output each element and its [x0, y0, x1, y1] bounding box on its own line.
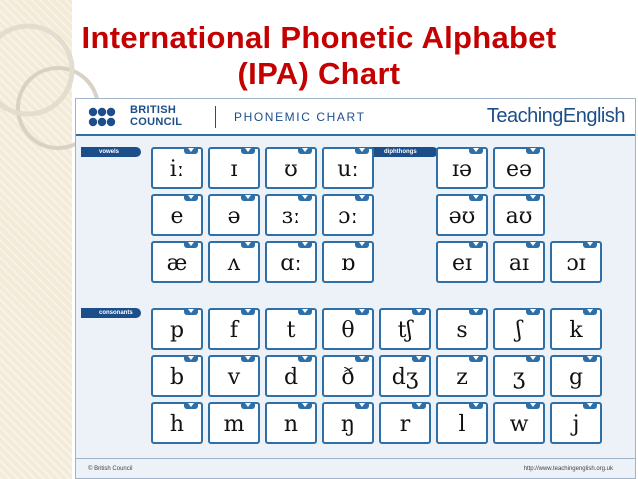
- vowel-tile[interactable]: [208, 194, 260, 236]
- consonant-tile[interactable]: [208, 355, 260, 397]
- consonant-symbol: g: [568, 364, 584, 390]
- dropdown-arrow-icon[interactable]: [298, 402, 312, 409]
- dropdown-arrow-icon[interactable]: [241, 147, 255, 154]
- vowel-tile[interactable]: [322, 194, 374, 236]
- british-council-logo-icon: [88, 107, 124, 127]
- consonant-symbol: θ: [341, 317, 355, 343]
- section-label-diphthongs: diphthongs: [366, 147, 438, 157]
- british-council-wordmark: [130, 105, 182, 128]
- dropdown-arrow-icon[interactable]: [184, 241, 198, 248]
- consonant-symbol: ʒ: [512, 364, 526, 390]
- vowel-symbol: ɜː: [281, 203, 301, 229]
- dropdown-arrow-icon[interactable]: [298, 355, 312, 362]
- dropdown-arrow-icon[interactable]: [298, 241, 312, 248]
- consonant-symbol: j: [572, 411, 580, 437]
- consonant-tile[interactable]: [550, 355, 602, 397]
- consonant-tile[interactable]: [436, 308, 488, 350]
- dropdown-arrow-icon[interactable]: [526, 241, 540, 248]
- vowel-tile[interactable]: [265, 241, 317, 283]
- consonant-symbol: ð: [341, 364, 355, 390]
- section-label-consonants: consonants: [81, 308, 141, 318]
- consonant-tile[interactable]: [265, 308, 317, 350]
- dropdown-arrow-icon[interactable]: [355, 402, 369, 409]
- consonant-tile[interactable]: [322, 402, 374, 444]
- slide-title: [0, 20, 638, 92]
- slide-title-line2: (IPA) Chart: [237, 56, 401, 91]
- dropdown-arrow-icon[interactable]: [241, 241, 255, 248]
- consonant-tile[interactable]: [265, 402, 317, 444]
- dropdown-arrow-icon[interactable]: [355, 308, 369, 315]
- dropdown-arrow-icon[interactable]: [184, 402, 198, 409]
- dropdown-arrow-icon[interactable]: [355, 241, 369, 248]
- consonant-tile[interactable]: [436, 402, 488, 444]
- vowel-tile[interactable]: [265, 194, 317, 236]
- teaching-english-wordmark: TeachingEnglish: [486, 105, 625, 127]
- diphthong-symbol: əʊ: [448, 203, 476, 229]
- dropdown-arrow-icon[interactable]: [583, 308, 597, 315]
- vowel-tile[interactable]: [208, 147, 260, 189]
- vowel-tile[interactable]: [265, 147, 317, 189]
- dropdown-arrow-icon[interactable]: [469, 402, 483, 409]
- vowel-symbol: ʊ: [284, 156, 298, 182]
- consonant-symbol: b: [169, 364, 185, 390]
- consonant-symbol: m: [223, 411, 245, 437]
- dropdown-arrow-icon[interactable]: [526, 308, 540, 315]
- slide-title-line1: International Phonetic Alphabet: [81, 20, 557, 55]
- dropdown-arrow-icon[interactable]: [469, 147, 483, 154]
- footer-url: http://www.teachingenglish.org.uk: [523, 466, 613, 472]
- consonant-tile[interactable]: [550, 402, 602, 444]
- dropdown-arrow-icon[interactable]: [184, 194, 198, 201]
- consonant-symbol: f: [229, 317, 239, 343]
- consonant-symbol: tʃ: [397, 317, 413, 343]
- consonant-symbol: l: [458, 411, 466, 437]
- diphthong-symbol: eə: [505, 156, 533, 182]
- vowel-tile[interactable]: [208, 241, 260, 283]
- consonant-tile[interactable]: [322, 355, 374, 397]
- dropdown-arrow-icon[interactable]: [469, 308, 483, 315]
- dropdown-arrow-icon[interactable]: [526, 402, 540, 409]
- consonant-tile[interactable]: [379, 355, 431, 397]
- diphthong-tile[interactable]: [493, 194, 545, 236]
- dropdown-arrow-icon[interactable]: [526, 147, 540, 154]
- vowel-symbol: ɑː: [280, 250, 302, 276]
- vowel-tile[interactable]: [151, 241, 203, 283]
- dropdown-arrow-icon[interactable]: [355, 194, 369, 201]
- consonant-symbol: t: [286, 317, 296, 343]
- dropdown-arrow-icon[interactable]: [583, 402, 597, 409]
- diphthong-symbol: ɪə: [451, 156, 473, 182]
- brand-line2: COUNCIL: [130, 115, 183, 128]
- dropdown-arrow-icon[interactable]: [583, 355, 597, 362]
- vowel-tile[interactable]: [151, 147, 203, 189]
- dropdown-arrow-icon[interactable]: [412, 402, 426, 409]
- consonant-tile[interactable]: [550, 308, 602, 350]
- dropdown-arrow-icon[interactable]: [241, 194, 255, 201]
- dropdown-arrow-icon[interactable]: [355, 147, 369, 154]
- chart-header: [76, 99, 635, 136]
- vowel-symbol: ʌ: [227, 250, 241, 276]
- vowel-tile[interactable]: [151, 194, 203, 236]
- dropdown-arrow-icon[interactable]: [241, 308, 255, 315]
- diphthong-symbol: aɪ: [508, 250, 530, 276]
- dropdown-arrow-icon[interactable]: [241, 355, 255, 362]
- section-label-vowels: vowels: [81, 147, 141, 157]
- dropdown-arrow-icon[interactable]: [526, 194, 540, 201]
- dropdown-arrow-icon[interactable]: [184, 355, 198, 362]
- consonant-tile[interactable]: [151, 308, 203, 350]
- consonant-tile[interactable]: [493, 308, 545, 350]
- diphthong-tile[interactable]: [436, 147, 488, 189]
- diphthong-tile[interactable]: [550, 241, 602, 283]
- vowel-tile[interactable]: [322, 241, 374, 283]
- diphthong-symbol: ɔɪ: [566, 250, 586, 276]
- dropdown-arrow-icon[interactable]: [583, 241, 597, 248]
- consonant-tile[interactable]: [208, 308, 260, 350]
- consonant-symbol: p: [169, 317, 185, 343]
- consonant-symbol: r: [399, 411, 411, 437]
- dropdown-arrow-icon[interactable]: [184, 308, 198, 315]
- consonant-tile[interactable]: [379, 402, 431, 444]
- vowel-symbol: ɒ: [340, 250, 356, 276]
- vowel-symbol: iː: [169, 156, 185, 182]
- consonant-tile[interactable]: [151, 355, 203, 397]
- chart-body: [76, 136, 635, 458]
- consonant-tile[interactable]: [151, 402, 203, 444]
- consonant-symbol: dʒ: [391, 364, 419, 390]
- dropdown-arrow-icon[interactable]: [298, 308, 312, 315]
- consonant-symbol: n: [283, 411, 299, 437]
- dropdown-arrow-icon[interactable]: [298, 194, 312, 201]
- consonant-symbol: v: [227, 364, 241, 390]
- consonant-tile[interactable]: [265, 355, 317, 397]
- header-divider: [215, 106, 216, 128]
- vowel-symbol: æ: [166, 250, 188, 276]
- consonant-tile[interactable]: [493, 402, 545, 444]
- vowel-symbol: ɔː: [338, 203, 358, 229]
- consonant-symbol: s: [456, 317, 468, 343]
- consonant-symbol: w: [509, 411, 529, 437]
- dropdown-arrow-icon[interactable]: [184, 147, 198, 154]
- vowel-symbol: ɪ: [230, 156, 238, 182]
- phonemic-chart: [75, 98, 636, 479]
- diphthong-symbol: eɪ: [451, 250, 473, 276]
- dropdown-arrow-icon[interactable]: [412, 355, 426, 362]
- dropdown-arrow-icon[interactable]: [355, 355, 369, 362]
- consonant-symbol: h: [169, 411, 185, 437]
- consonant-tile[interactable]: [208, 402, 260, 444]
- dropdown-arrow-icon[interactable]: [469, 194, 483, 201]
- chart-title: PHONEMIC CHART: [234, 110, 366, 124]
- dropdown-arrow-icon[interactable]: [412, 308, 426, 315]
- dropdown-arrow-icon[interactable]: [526, 355, 540, 362]
- diphthong-tile[interactable]: [436, 194, 488, 236]
- vowel-symbol: ə: [227, 203, 241, 229]
- diphthong-symbol: aʊ: [505, 203, 533, 229]
- consonant-symbol: z: [456, 364, 468, 390]
- consonant-tile[interactable]: [322, 308, 374, 350]
- chart-footer: [76, 458, 635, 478]
- footer-copyright: © British Council: [88, 466, 133, 472]
- diphthong-tile[interactable]: [493, 241, 545, 283]
- vowel-symbol: uː: [337, 156, 359, 182]
- consonant-symbol: d: [283, 364, 299, 390]
- consonant-tile[interactable]: [436, 355, 488, 397]
- diphthong-tile[interactable]: [436, 241, 488, 283]
- consonant-tile[interactable]: [493, 355, 545, 397]
- vowel-tile[interactable]: [322, 147, 374, 189]
- consonant-symbol: ʃ: [516, 317, 522, 343]
- dropdown-arrow-icon[interactable]: [241, 402, 255, 409]
- vowel-symbol: e: [170, 203, 184, 229]
- dropdown-arrow-icon[interactable]: [469, 241, 483, 248]
- consonant-symbol: ŋ: [340, 411, 356, 437]
- dropdown-arrow-icon[interactable]: [298, 147, 312, 154]
- brand-line1: BRITISH: [130, 104, 177, 116]
- consonant-symbol: k: [569, 317, 583, 343]
- dropdown-arrow-icon[interactable]: [469, 355, 483, 362]
- diphthong-tile[interactable]: [493, 147, 545, 189]
- consonant-tile[interactable]: [379, 308, 431, 350]
